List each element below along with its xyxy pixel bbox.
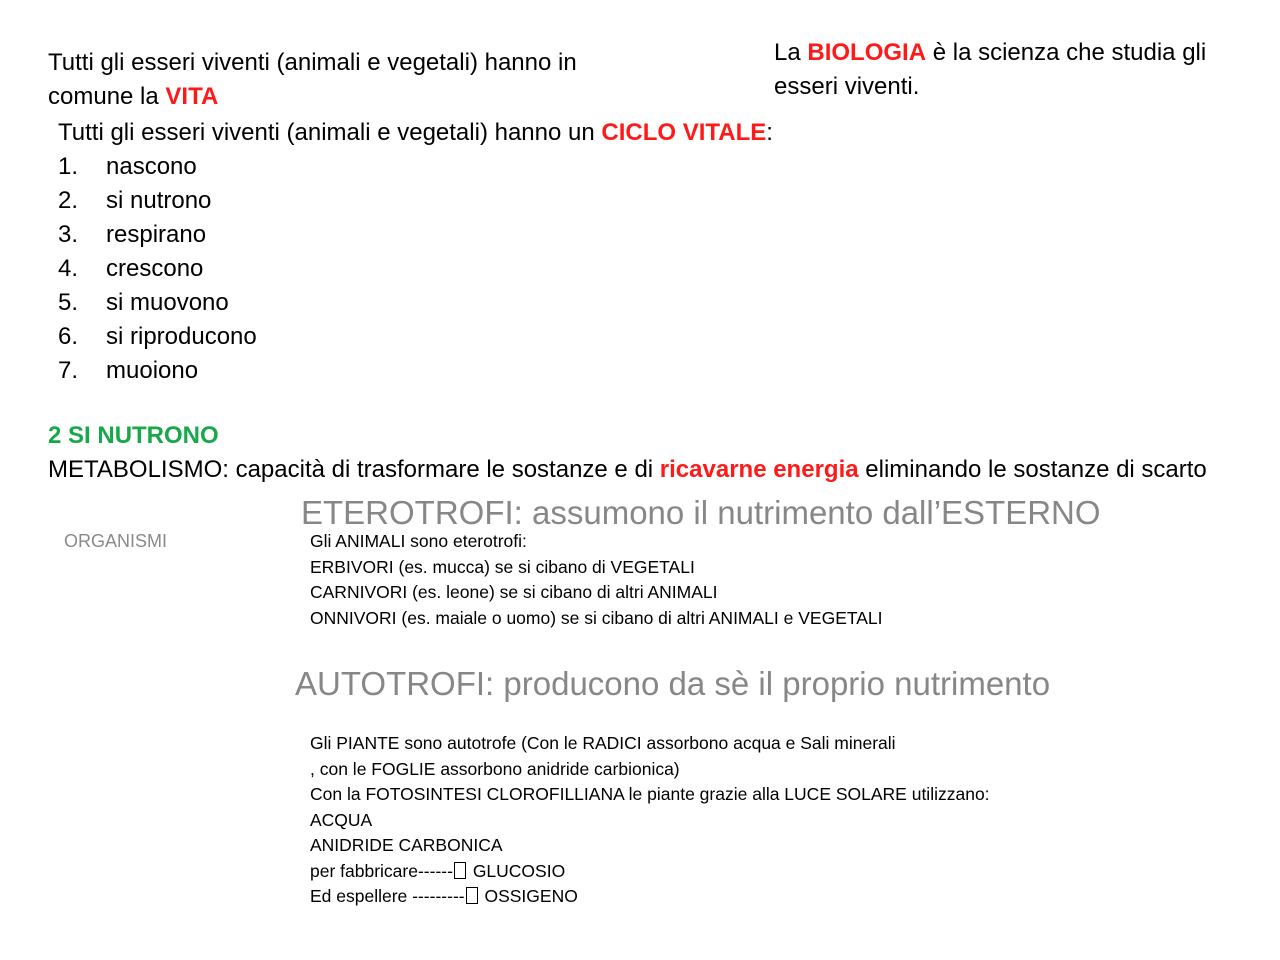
autotrofi-body [310,731,990,910]
oxygen-post: OSSIGENO [479,886,578,906]
list-label: nascono [106,153,197,180]
energy-highlight: ricavarne energia [659,456,859,483]
nutrono-heading: 2 SI NUTRONO [48,422,219,449]
list-item [58,218,773,252]
list-number: 5. [58,289,79,316]
list-item [58,150,773,184]
vita-highlight: VITA [165,83,219,110]
list-number: 7. [58,357,79,384]
metabolism-pre: METABOLISMO: capacità di trasformare le sostanze e di [48,456,660,483]
biology-pre: La [774,39,808,66]
autotrofi-line: ANIDRIDE CARBONICA [310,835,503,855]
autotrofi-line: , con le FOGLIE assorbono anidride carbionica) [310,758,680,779]
list-number: 6. [58,323,79,350]
life-cycle-section [58,116,773,388]
arrow-placeholder-icon [454,862,466,879]
autotrofi-line: Gli PIANTE sono autotrofe (Con le RADICI assorbono acqua e Sali minerali [310,733,896,753]
list-label: muoiono [106,357,199,384]
list-item [58,184,773,218]
list-label: crescono [106,255,204,282]
list-item [58,320,773,354]
eterotrofi-line: ERBIVORI (es. mucca) se si cibano di VEGETALI [310,556,695,577]
eterotrofi-line: Gli ANIMALI sono eterotrofi: [310,531,527,551]
metabolism-definition [48,453,1238,487]
list-number: 2. [58,187,79,214]
autotrofi-heading: AUTOTROFI: producono da sè il proprio nutrimento [295,665,1051,702]
biology-definition [774,36,1234,104]
list-item [58,354,773,388]
oxygen-pre: Ed espellere --------- [310,886,465,906]
cycle-intro-text: Tutti gli esseri viventi (animali e vegetali) hanno un [58,119,602,146]
biologia-highlight: BIOLOGIA [807,39,927,66]
autotrofi-line: Con la FOTOSINTESI CLOROFILLIANA le piante grazie alla LUCE SOLARE utilizzano: [310,784,990,804]
eterotrofi-body [310,529,883,631]
intro-text: Tutti gli esseri viventi (animali e vegetali) hanno in comune la [48,49,577,110]
glucose-line [310,859,990,885]
oxygen-line [310,884,990,910]
list-item [58,252,773,286]
ciclo-vitale-highlight: CICLO VITALE [601,119,767,146]
arrow-placeholder-icon [466,887,478,904]
list-number: 1. [58,153,79,180]
list-number: 3. [58,221,79,248]
list-number: 4. [58,255,79,282]
list-item [58,286,773,320]
cycle-suffix: : [766,119,773,146]
life-cycle-list [58,150,773,388]
eterotrofi-line: CARNIVORI (es. leone) se si cibano di altri ANIMALI [310,582,718,602]
life-cycle-intro [58,116,773,150]
glucose-post: GLUCOSIO [467,860,566,881]
list-label: si riproducono [106,323,257,350]
list-label: si muovono [106,289,229,316]
metabolism-post: eliminando le sostanze di scarto [858,456,1207,483]
eterotrofi-line: ONNIVORI (es. maiale o uomo) se si cibano di altri ANIMALI e VEGETALI [310,607,883,628]
organismi-label: ORGANISMI [64,531,168,551]
list-label: respirano [106,221,207,248]
biology-post: è la scienza che studia gli esseri viventi. [774,39,1207,100]
nutrition-section [48,419,1238,487]
autotrofi-line: ACQUA [310,809,373,830]
glucose-pre: per fabbricare------ [310,860,453,881]
intro-paragraph [48,46,648,114]
eterotrofi-heading: ETEROTROFI: assumono il nutrimento dall’ESTERNO [301,494,1101,531]
list-label: si nutrono [106,187,212,214]
